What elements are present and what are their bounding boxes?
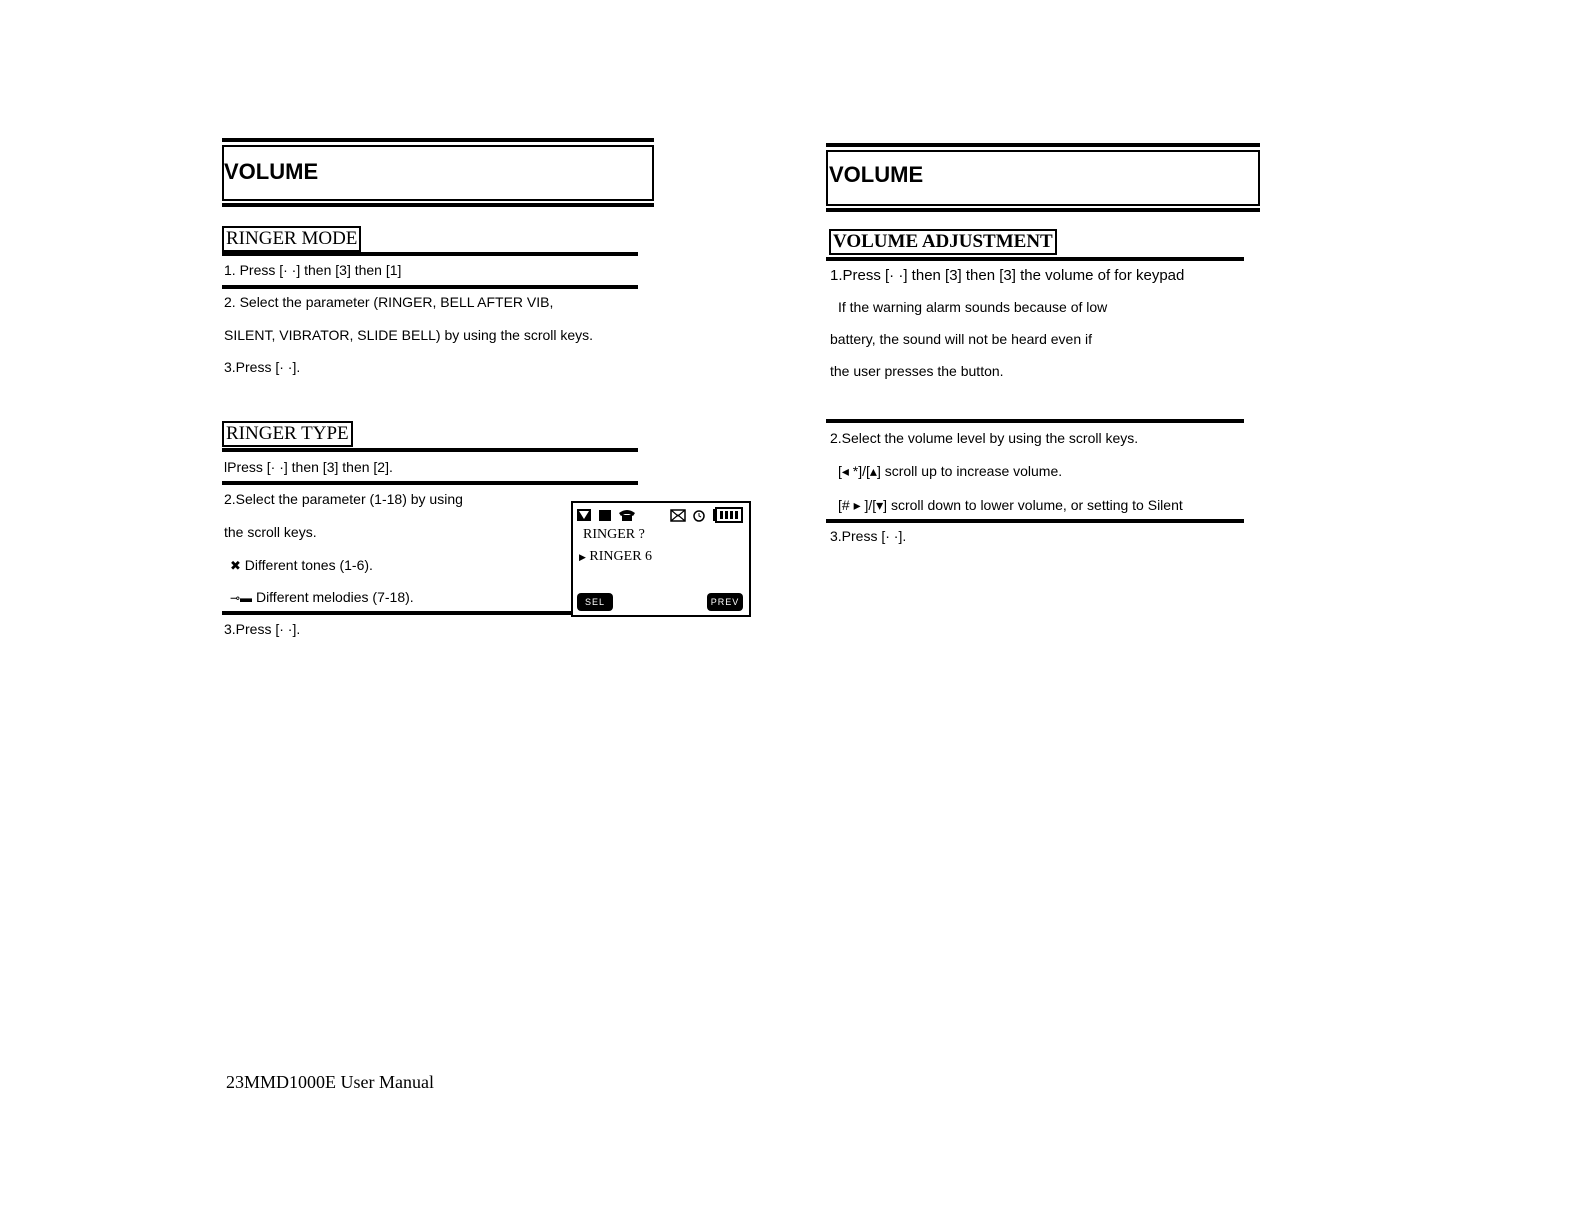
ringer-mode-step1: 1. Press [· ·] then [3] then [1]	[224, 262, 402, 278]
envelope-icon	[671, 510, 685, 521]
message-square-icon	[599, 510, 611, 521]
rule	[222, 138, 654, 142]
rule	[826, 519, 1244, 523]
rule	[826, 257, 1244, 261]
volume-note2: battery, the sound will not be heard even if	[830, 331, 1093, 347]
ringer-mode-step2a: 2. Select the parameter (RINGER, BELL AFTER VIB,	[224, 294, 554, 310]
phone-menu-line2	[579, 549, 652, 565]
ringer-type-step3: 3.Press [· ·].	[224, 621, 301, 637]
signal-icon	[577, 509, 591, 521]
phone-menu-line1: RINGER ?	[583, 527, 645, 542]
bullet-tones	[230, 557, 373, 574]
ringer-type-step1: lPress [· ·] then [3] then [2].	[224, 459, 393, 475]
left-page-title: VOLUME	[224, 159, 319, 184]
footer-manual-name: 23MMD1000E User Manual	[226, 1072, 434, 1092]
battery-icon	[713, 508, 742, 522]
key-icon: ⊸▬	[230, 591, 253, 605]
pointer-right-icon: ▶	[579, 552, 586, 562]
ringer-type-step2a: 2.Select the parameter (1-18) by using	[224, 491, 463, 507]
volume-step3: 3.Press [· ·].	[830, 528, 907, 544]
softkey-prev[interactable]: PREV	[707, 593, 743, 611]
ringer-mode-step2b: SILENT, VIBRATOR, SLIDE BELL) by using the scroll keys.	[224, 327, 594, 343]
phone-menu-line2-text: RINGER 6	[589, 549, 653, 564]
rule	[222, 448, 638, 452]
alarm-clock-icon	[694, 511, 704, 521]
rule	[826, 208, 1260, 212]
rule	[222, 252, 638, 256]
volume-step1: 1.Press [· ·] then [3] then [3] the volume of for keypad	[830, 267, 1185, 284]
rule	[222, 481, 638, 485]
softkey-sel[interactable]: SEL	[577, 593, 613, 611]
ringer-mode-label: RINGER MODE	[222, 226, 361, 252]
phone-display	[571, 501, 751, 617]
rule	[222, 203, 654, 207]
ringer-type-label: RINGER TYPE	[222, 421, 353, 447]
volume-note1: If the warning alarm sounds because of low	[838, 299, 1108, 315]
bullet-tones-text: Different tones (1-6).	[244, 557, 373, 573]
volume-note3: the user presses the button.	[830, 363, 1004, 379]
cross-icon: ✖	[230, 558, 241, 573]
right-page-title: VOLUME	[829, 162, 924, 187]
volume-up: [◂ *]/[▴] scroll up to increase volume.	[838, 463, 1063, 479]
rule	[222, 611, 574, 615]
volume-step2: 2.Select the volume level by using the scroll keys.	[830, 430, 1139, 446]
bullet-melodies-text: Different melodies (7-18).	[255, 589, 414, 605]
volume-adjustment-label: VOLUME ADJUSTMENT	[829, 229, 1057, 255]
ringer-mode-step3: 3.Press [· ·].	[224, 359, 301, 375]
bullet-melodies	[230, 589, 414, 605]
ringer-type-step2b: the scroll keys.	[224, 524, 317, 540]
rule	[826, 419, 1244, 423]
status-icons-bar	[577, 507, 745, 523]
rule	[826, 143, 1260, 147]
phone-icon	[619, 510, 635, 521]
rule	[222, 285, 638, 289]
volume-down: [# ▸ ]/[▾] scroll down to lower volume, or setting to Silent	[838, 497, 1183, 513]
